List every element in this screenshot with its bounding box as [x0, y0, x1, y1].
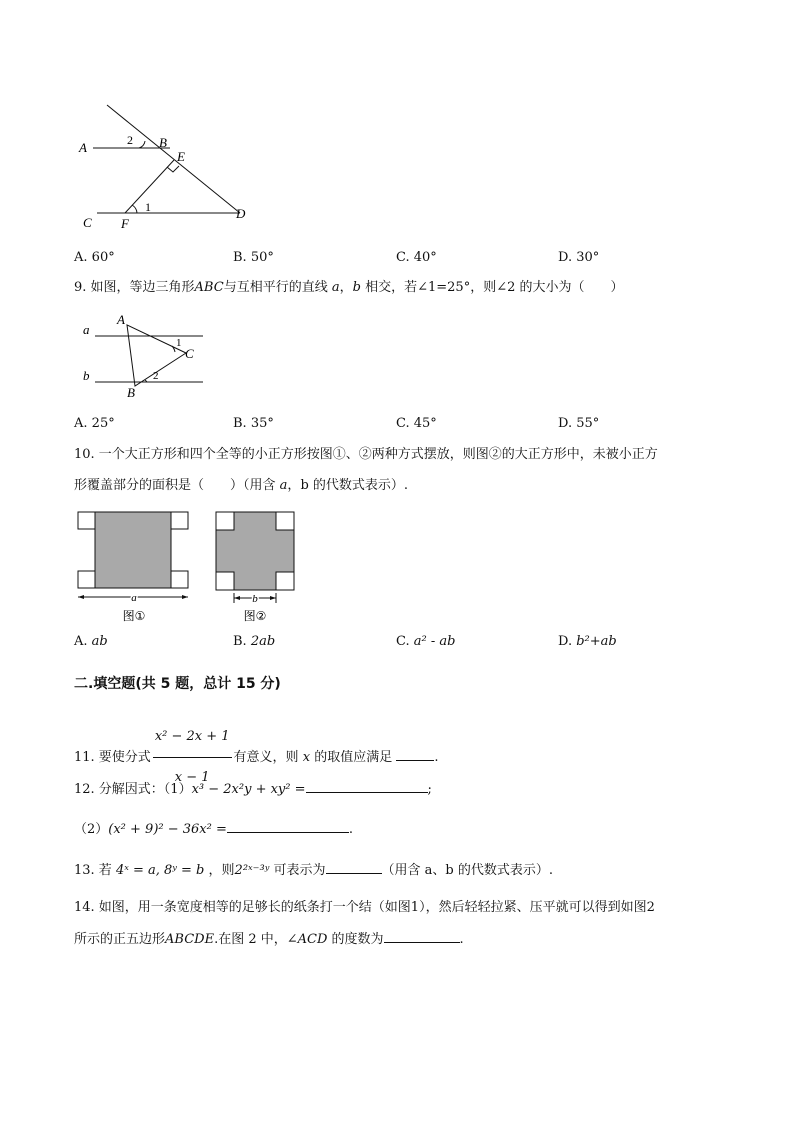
q14-stem-line2: 所示的正五边形ABCDE.在图 2 中，∠ACD 的度数为 . [74, 932, 464, 947]
q9-label-a: a [83, 322, 90, 337]
fig2-small-square-tr [276, 512, 294, 530]
fig8-angle2-arc [139, 141, 145, 148]
q10-option-a: A. ab [74, 634, 108, 649]
q9-label-b: b [83, 368, 90, 383]
q10-option-d: D. b²+ab [558, 634, 617, 649]
q9-option-b: B. 35° [233, 416, 274, 431]
q9-label-B: B [127, 385, 135, 400]
fig1-big-square [95, 512, 171, 588]
q11-stem: 11. 要使分式 $\frac{\text{x² − 2x + 1}}{x - 1}$ 有意义，则 x 的取值应满足 . [74, 717, 438, 798]
q8-option-c: C. 40° [396, 250, 437, 265]
fig1-label-a: a [131, 592, 137, 604]
fig8-label-2: 2 [127, 133, 133, 147]
q8-option-d: D. 30° [558, 250, 600, 265]
fig2-small-square-bl [216, 572, 234, 590]
fig1-small-square-tr [171, 512, 188, 529]
fig8-transversal [107, 105, 240, 213]
section-title-fill-in: 二.填空题(共 5 题，总计 15 分) [74, 676, 281, 692]
q9-label-1: 1 [176, 337, 182, 349]
q9-option-d: D. 55° [558, 416, 600, 431]
q8-option-b: B. 50° [233, 250, 274, 265]
q14-stem-line1: 14. 如图，用一条宽度相等的足够长的纸条打一个结（如图1），然后轻轻拉紧、压平就可以得到如图2 [74, 900, 655, 915]
q13-answer-blank[interactable] [326, 873, 382, 874]
q9-label-C: C [185, 346, 194, 361]
q9-label-2: 2 [153, 370, 159, 382]
fig8-label-E: E [177, 149, 185, 164]
fig8-label-1: 1 [145, 200, 151, 214]
fig2-small-square-tl [216, 512, 234, 530]
q10-option-c: C. a² - ab [396, 634, 456, 649]
fig2-small-square-br [276, 572, 294, 590]
q11-answer-blank[interactable] [396, 760, 434, 761]
q9-option-c: C. 45° [396, 416, 437, 431]
q12-answer-blank-2[interactable] [227, 832, 349, 833]
fig8-label-F: F [121, 216, 129, 231]
q9-option-a: A. 25° [74, 416, 115, 431]
fig8-label-D: D [236, 206, 246, 221]
q11-fraction: $\frac{\text{x² − 2x + 1}}{x - 1}$ [153, 717, 232, 798]
fig2-caption: 图② [243, 609, 267, 623]
fig1-small-square-br [171, 571, 188, 588]
q10-figure2 [213, 509, 297, 625]
q10-figure1 [76, 509, 190, 625]
q10-stem-line1: 10. 一个大正方形和四个全等的小正方形按图①、②两种方式摆放，则图②的大正方形中，未被小正方 [74, 447, 658, 462]
q8-option-a: A. 60° [74, 250, 115, 265]
fig8-label-B: B [159, 135, 167, 150]
q12-answer-blank-1[interactable] [306, 792, 428, 793]
fig8-label-A: A [79, 140, 87, 155]
q10-option-b: B. 2ab [233, 634, 276, 649]
fig2-label-b: b [252, 593, 258, 605]
fig8-right-angle [167, 166, 179, 172]
q9-label-A: A [117, 312, 125, 327]
fig1-small-square-bl [78, 571, 95, 588]
fig1-caption: 图① [122, 609, 146, 623]
fig8-angle1-arc [132, 205, 137, 213]
fig8-label-C: C [83, 215, 92, 230]
fig8-diagram [75, 100, 265, 235]
q9-stem: 9. 如图，等边三角形ABC与互相平行的直线 a，b 相交，若∠1=25°，则∠2 的大小为（ ） [74, 280, 624, 295]
q12-part1: 12. 分解因式：（1）x³ − 2x²y + xy² = ; [74, 782, 432, 797]
q14-answer-blank[interactable] [384, 942, 460, 943]
q12-part2: （2）(x² + 9)² − 36x² = . [74, 822, 354, 837]
q10-stem-line2: 形覆盖部分的面积是（ ）（用含 a，b 的代数式表示）. [74, 478, 409, 493]
q9-diagram [75, 308, 215, 400]
fig1-small-square-tl [78, 512, 95, 529]
q13-stem: 13. 若 4ˣ = a, 8ʸ = b ，则2²ˣ⁻³ʸ 可表示为 （用含 a、b 的代数式表示）. [74, 863, 553, 878]
